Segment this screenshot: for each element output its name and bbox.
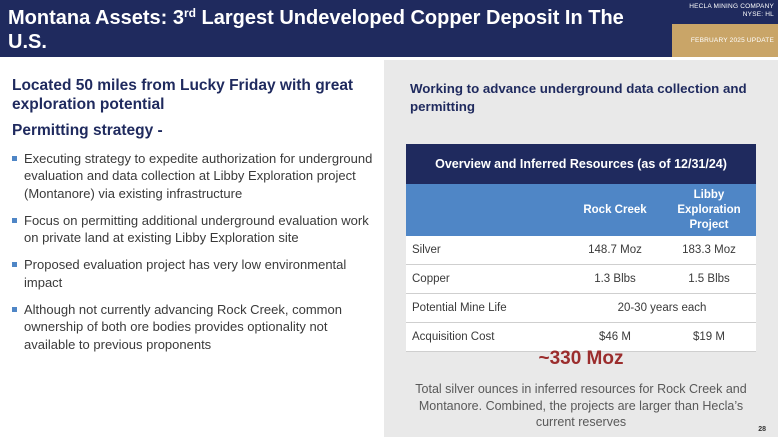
table-title: Overview and Inferred Resources (as of 12/31/24)	[406, 144, 756, 184]
summary-text: Total silver ounces in inferred resources for Rock Creek and Montanore. Combined, the projects are larger than Hecla’s current reserves	[415, 382, 747, 429]
table-row	[406, 294, 756, 323]
page-number: 28	[758, 426, 766, 433]
table-row	[406, 236, 756, 265]
bullet-text: Executing strategy to expedite authorization for underground evaluation and data collection at Libby Exploration project (Montanore) via existing infrastructure	[24, 151, 373, 201]
title-rest: Largest Undeveloped Copper Deposit In The U.S.	[8, 7, 624, 53]
header-cell-rock-creek: Rock Creek	[583, 203, 647, 216]
company-label: HECLA MINING COMPANY	[689, 3, 774, 10]
bullet-item	[12, 301, 382, 353]
libby-value: 1.5 Blbs	[688, 273, 730, 285]
bullet-item	[12, 256, 382, 291]
location-heading: Located 50 miles from Lucky Friday with great exploration potential	[12, 77, 354, 113]
permitting-heading: Permitting strategy -	[12, 122, 163, 139]
table-header-row	[406, 184, 756, 236]
advance-heading: Working to advance underground data collection and permitting	[410, 81, 747, 114]
title-bar	[0, 0, 672, 57]
row-label: Copper	[412, 273, 450, 285]
rock-creek-value: 1.3 Blbs	[594, 273, 636, 285]
right-panel	[384, 60, 778, 437]
page-title	[8, 6, 658, 54]
row-label: Silver	[412, 244, 441, 256]
bullet-item	[12, 150, 382, 202]
bullet-item	[12, 212, 382, 247]
table-row	[406, 265, 756, 294]
bullet-square-icon	[12, 156, 17, 161]
bullet-square-icon	[12, 307, 17, 312]
bullet-square-icon	[12, 262, 17, 267]
rock-creek-value: 148.7 Moz	[588, 244, 642, 256]
header-cell-blank	[406, 184, 568, 236]
company-name	[674, 3, 774, 19]
combined-value: 20-30 years each	[617, 302, 707, 314]
header-cell-libby: Libby Exploration Project	[677, 188, 741, 231]
bullet-square-icon	[12, 218, 17, 223]
row-label: Potential Mine Life	[412, 302, 507, 314]
update-label: FEBRUARY 2025 UPDATE	[690, 37, 774, 44]
bullet-text: Focus on permitting additional underground evaluation work on private land at existing Libby Exploration site	[24, 212, 369, 246]
brand-corner	[672, 0, 778, 57]
title-superscript: rd	[183, 6, 196, 20]
silver-ounces-figure: ~330 Moz	[538, 348, 624, 369]
resources-table	[406, 144, 756, 352]
title-main: Montana Assets: 3	[8, 7, 184, 29]
row-label: Acquisition Cost	[412, 331, 495, 343]
bullet-text: Proposed evaluation project has very low environmental impact	[24, 257, 347, 290]
libby-value: $19 M	[693, 331, 725, 343]
bullet-text: Although not currently advancing Rock Creek, common ownership of both ore bodies provides optionality not available to previous proponents	[24, 302, 342, 352]
rock-creek-value: $46 M	[599, 331, 631, 343]
libby-value: 183.3 Moz	[682, 244, 736, 256]
strategy-bullet-list	[12, 150, 382, 353]
ticker-label: NYSE: HL	[742, 11, 774, 18]
left-column	[12, 76, 382, 363]
